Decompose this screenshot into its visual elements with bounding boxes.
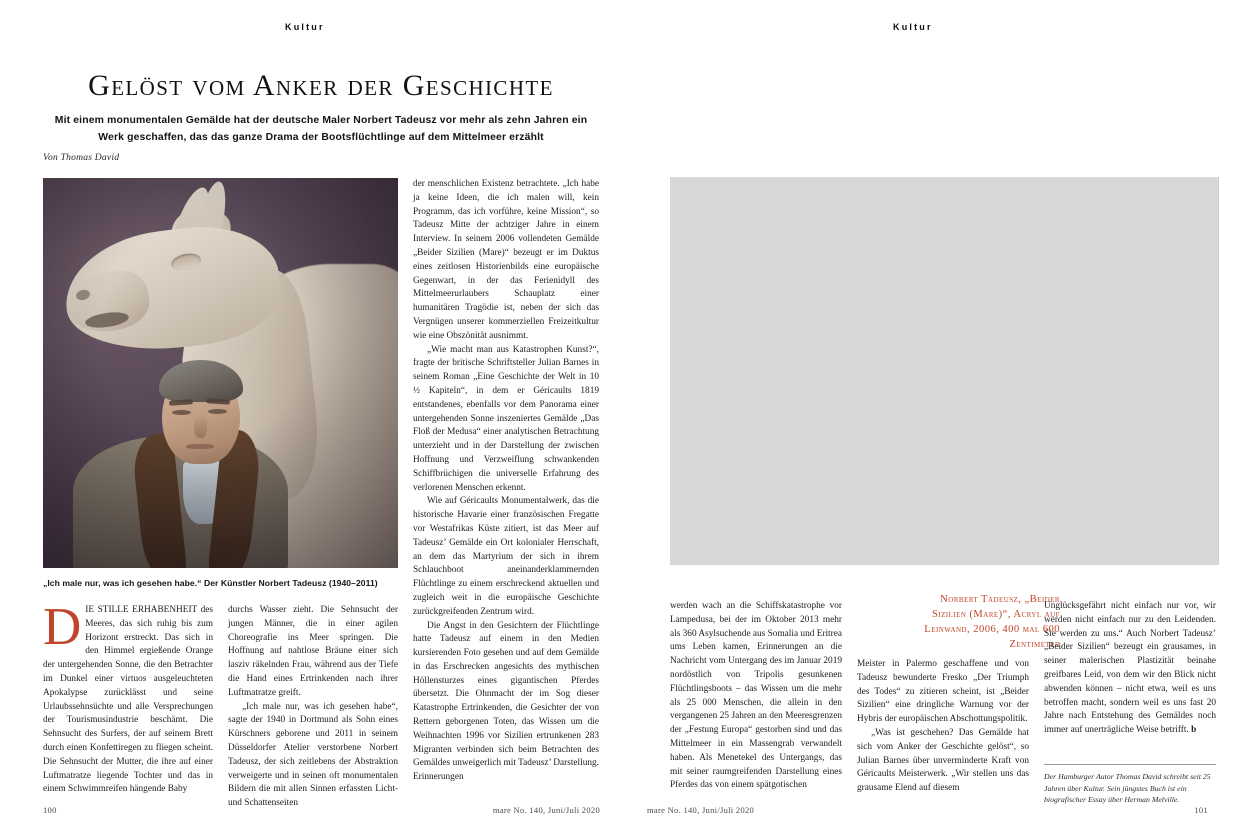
byline: Von Thomas David bbox=[43, 152, 120, 163]
issue-line-right: mare No. 140, Juni/Juli 2020 bbox=[647, 805, 755, 815]
body-column-5 bbox=[857, 658, 1029, 800]
issue-line-left: mare No. 140, Juni/Juli 2020 bbox=[492, 805, 600, 815]
drop-cap: D bbox=[43, 598, 82, 656]
author-bio: Der Hamburger Autor Thomas David schreibt seit 25 Jahren über Kultur. Sein jüngstes Buch ist ein biografischer Essay über Herman Melville. bbox=[1044, 772, 1211, 805]
paragraph bbox=[43, 598, 213, 797]
running-head-left: Kultur bbox=[285, 22, 325, 32]
photo-vignette bbox=[43, 178, 398, 568]
body-column-3 bbox=[413, 178, 599, 800]
running-head-right: Kultur bbox=[893, 22, 933, 32]
paragraph: „Wie macht man aus Katastrophen Kunst?“, fragte der britische Schriftsteller Julian Barnes in seinem Roman „Eine Geschichte der Welt in 10 ½ Kapiteln“, in dem er Géricaults 1819 entstandenes, ebenfalls vor dem Panorama einer untergehenden Sonne inszeniertes Gemälde „Das Floß der Medusa“ einer analytischen Betrachtung unterzieht und in der Darstellung der zwischen Hoffnung und Verzweiflung schwankenden Schiffbrüchigen die universelle Erfahrung des verlorenen Menschen erkennt. bbox=[413, 344, 599, 493]
paragraph bbox=[1044, 600, 1216, 738]
paragraph: „Was ist geschehen? Das Gemälde hat sich vom Anker der Geschichte gelöst“, so Julian Barnes über unverminderte Kraft von Géricaults Meisterwerk. „Wir stellen uns das grausame Elend auf diesem bbox=[857, 727, 1029, 794]
page-number-left: 100 bbox=[43, 805, 57, 815]
page-title: Gelöst vom Anker der Geschichte bbox=[88, 69, 554, 102]
paragraph: „Ich male nur, was ich gesehen habe“, sagte der 1940 in Dortmund als Sohn eines Kürschners geborene und 2011 in seinem Düsseldorfer Atelier verstorbene Norbert Tadeusz, der sich zeitlebens der Abstraktion verweigerte und in seinen oft monumentalen Bildern die mit allen Sinnen erfassten Licht- und Schattenseiten bbox=[228, 701, 398, 809]
portrait-photo bbox=[43, 178, 398, 568]
photo-caption: „Ich male nur, was ich gesehen habe.“ Der Künstler Norbert Tadeusz (1940–2011) bbox=[43, 578, 378, 588]
paragraph: der menschlichen Existenz betrachtete. „Ich habe ja keine Ideen, die ich malen will, kein Programm, das ich vorführe, keine Mission“, so Tadeusz Mitte der achtziger Jahre in einem Interview. In seinem 2006 vollendeten Gemälde „Beider Sizilien (Mare)“ bezeugt er im Duktus eines zeitlosen Historienbilds eine europäische Gegenwart, in der das Ferienidyll des Mittelmeerurlaubers Schauplatz einer humanitären Tragödie ist, neben der sich das Vergnügen unserer kommerziellen Freizeitkultur wie eine Obszönität ausnimmt. bbox=[413, 179, 599, 341]
paragraph: Die Angst in den Gesichtern der Flüchtlinge hatte Tadeusz auf einem in den Medien kursierenden Foto gesehen und auf dem Gemälde in das Erschrecken angesichts des mythischen Höllensturzes eines gigantischen Pferdes übersetzt. Die Ohnmacht der im Sog dieser Katastrophe Ertrinkenden, die Gesichter der von Rettern geborgenen Toten, das Wissen um die Weihnachten 1996 vor Sizilien ertrunkenen 283 Migranten verbinden sich beim Betrachten des Gemäldes unweigerlich mit Tadeusz’ Darstellung. Erinnerungen bbox=[413, 620, 599, 783]
end-mark: b bbox=[1191, 725, 1197, 736]
artwork-image-placeholder bbox=[670, 177, 1219, 565]
paragraph: Meister in Palermo geschaffene und von Tadeusz bewunderte Fresko „Der Triumph des Todes“ zu zitieren scheint, ist „Beider Sizilien“ eine dringliche Warnung vor der Hybris der europäischen Abschottungspolitik. bbox=[857, 659, 1029, 725]
body-column-1 bbox=[43, 598, 213, 795]
body-column-2 bbox=[228, 604, 398, 809]
paragraph: werden wach an die Schiffskatastrophe vor Lampedusa, bei der im Oktober 2013 mehr als 360 Asylsuchende aus Somalia und Eritrea ums Leben kamen, Erinnerungen an die Nachricht vom Untergang des im Januar 2019 nordöstlich von Tripolis gesunkenen Flüchtlingsboots – das Wissen um die mehr als 25 000 Menschen, die allein in den vergangenen 25 Jahren an den Meeresgrenzen der „Festung Europa“ gestorben sind und das Mittelmeer in ein Massengrab verwandelt haben. Als Menetekel des Untergangs, das mit seiner raumgreifenden Darstellung eines Pferdes das von einem spätgotischen bbox=[670, 601, 842, 791]
paragraph: Wie auf Géricaults Monumentalwerk, das die historische Havarie einer französischen Fregatte vor Westafrikas Küste zitiert, ist das Meer auf Tadeusz’ Gemälde ein Ort kolonialer Herrschaft, an dem das Martyrium der sich in ihrem Schlauchboot aneinanderklammernden Flüchtlinge zu einem erschreckend aktuellen und zugleich weit in die europäische Geschichte zurückgreifenden Zentrum wird. bbox=[413, 496, 599, 617]
artwork-caption: Norbert Tadeusz, „Beider Sizilien (Mare)“, Acryl auf Leinwand, 2006, 400 mal 600 Zentimeter bbox=[924, 594, 1060, 651]
paragraph: durchs Wasser zieht. Die Sehnsucht der jungen Männer, die in einer agilen Choreografie ins Meer springen. Die Hoffnung auf nahtlose Bräune einer sich lasziv räkelnden Frau, während aus der Tiefe die Hand eines Ertrinkenden nach ihrer Luftmatratze greift. bbox=[228, 605, 398, 698]
page-number-right: 101 bbox=[1194, 805, 1208, 815]
paragraph-text: Unglücksgefährt nicht einfach nur vor, wir werden nicht einfach nur zu den Leidenden. Sie werden zu uns.“ Auch Norbert Tadeusz’ „Beider Sizilien“ bezeugt ein grausames, in seiner malerischen Plastizität beinahe greifbares Leid, von dem wir den Blick nicht abwenden können – nicht etwa, weil es uns betroffen macht, sondern weil es uns fast 20 Jahre nach Entstehung des Gemäldes noch immer auf unerträgliche Weise betrifft. bbox=[1044, 601, 1216, 736]
paragraph-text: IE STILLE ERHABENHEIT des Meeres, das sich ruhig bis zum Horizont erstreckt. Das sich in den Himmel ergießende Orange der untergehenden Sonne, die den Betrachter im Dunkel einer virtuos ausgeleuchteten Apokalypse zurücklässt und seine Urlaubssehnsüchte und alle Versprechungen der Tourismusindustrie beschämt. Die Sehnsucht des Surfers, der auf seinem Brett durch einen Konfettiregen zu fliegen scheint. Die Sehnsucht der Mutter, die ihre auf einer Luftmatratze liegende Tochter und das in einem Schwimmreifen hängende Baby bbox=[43, 605, 213, 795]
standfirst: Mit einem monumentalen Gemälde hat der deutsche Maler Norbert Tadeusz vor mehr als zehn Jahren ein Werk geschaffen, das das ganze Drama der Bootsflüchtlinge auf dem Mittelmeer erzählt bbox=[54, 115, 588, 144]
body-column-6 bbox=[1044, 600, 1216, 760]
body-column-4 bbox=[670, 600, 842, 800]
bio-divider bbox=[1044, 764, 1216, 765]
